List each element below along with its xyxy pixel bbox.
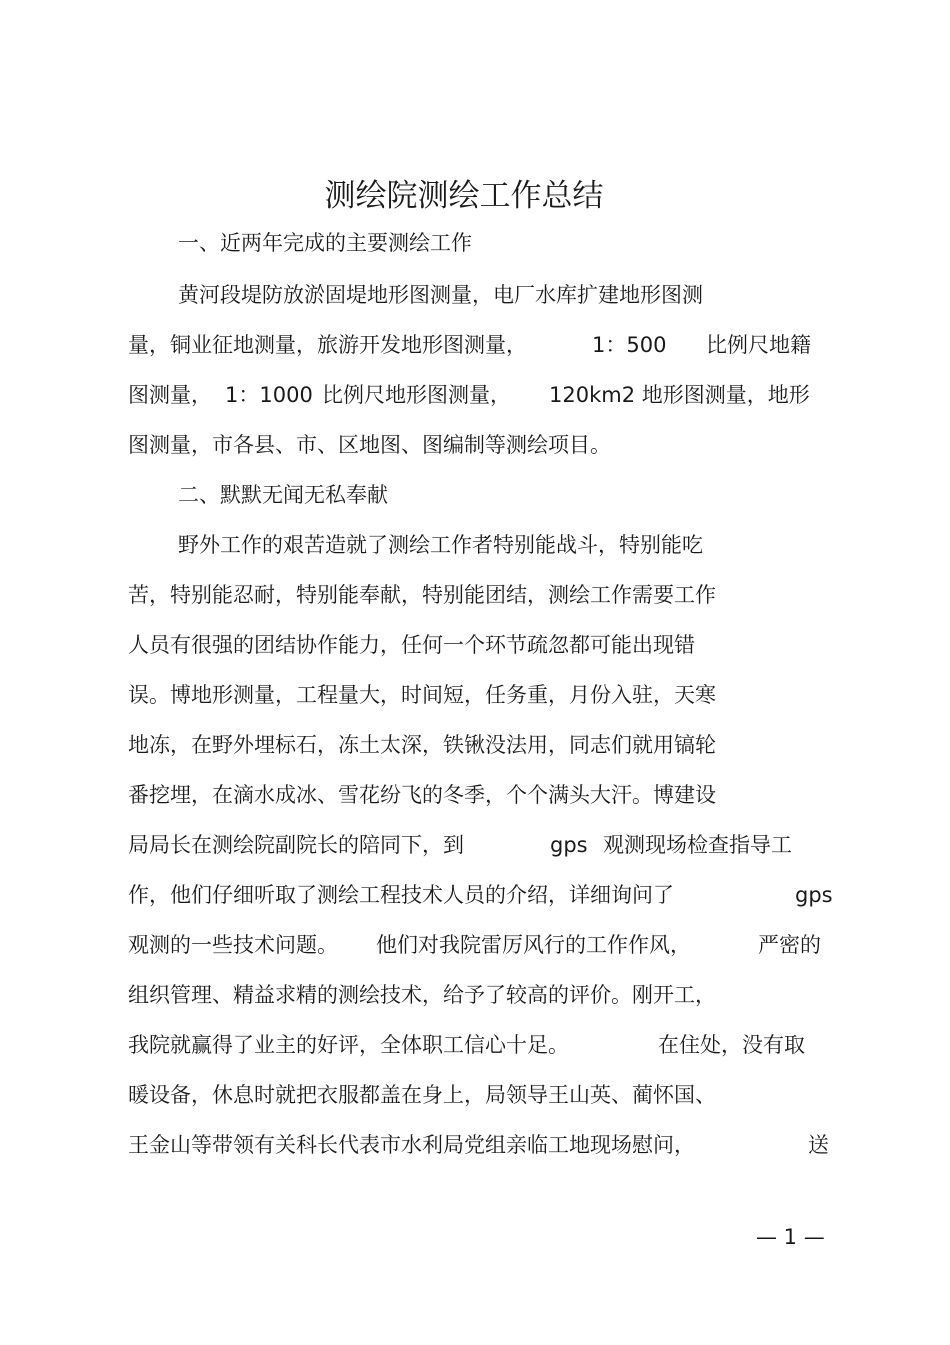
- paragraph-line: 误。博地形测量，工程量大，时间短，任务重，月份入驻，天寒: [128, 683, 716, 707]
- paragraph-line: [128, 330, 811, 360]
- text-segment: 送: [808, 1133, 829, 1157]
- paragraph-line: [128, 1130, 829, 1160]
- text-segment: 120km2 地形图测量，地形: [549, 383, 810, 407]
- text-segment: 我院就赢得了业主的好评，全体职工信心十足。: [128, 1033, 569, 1057]
- text-segment: 量，铜业征地测量，旅游开发地形图测量，: [128, 333, 527, 357]
- section-heading-2: 二、默默无闻无私奉献: [178, 483, 388, 507]
- paragraph-line: [128, 880, 833, 910]
- section-heading-1: 一、近两年完成的主要测绘工作: [178, 231, 472, 255]
- paragraph-line: 番挖埋，在滴水成冰、雪花纷飞的冬季，个个满头大汗。博建设: [128, 783, 716, 807]
- paragraph-line: [128, 380, 810, 410]
- paragraph-line: 苦，特别能忍耐，特别能奉献，特别能团结，测绘工作需要工作: [128, 583, 716, 607]
- text-segment: gps: [550, 833, 588, 857]
- text-segment: gps: [795, 883, 833, 907]
- text-segment: 他们对我院雷厉风行的工作作风，: [376, 933, 691, 957]
- text-segment: 观测现场检查指导工: [603, 833, 792, 857]
- paragraph-line: [128, 930, 821, 960]
- text-segment: 王金山等带领有关科长代表市水利局党组亲临工地现场慰问，: [128, 1133, 695, 1157]
- paragraph-line: 黄河段堤防放淤固堤地形图测量，电厂水库扩建地形图测: [178, 283, 703, 307]
- paragraph-line: 暖设备，休息时就把衣服都盖在身上，局领导王山英、蔺怀国、: [128, 1083, 716, 1107]
- text-segment: 1：1000: [225, 383, 313, 407]
- paragraph-line: 组织管理、精益求精的测绘技术，给予了较高的评价。刚开工，: [128, 983, 716, 1007]
- paragraph-line: 地冻，在野外埋标石，冻土太深，铁锹没法用，同志们就用镐轮: [128, 733, 716, 757]
- text-segment: 比例尺地籍: [706, 333, 811, 357]
- text-segment: 在住处，没有取: [658, 1033, 805, 1057]
- paragraph-line: 野外工作的艰苦造就了测绘工作者特别能战斗，特别能吃: [178, 533, 703, 557]
- text-segment: 1：500: [592, 333, 667, 357]
- paragraph-line: [128, 1030, 805, 1060]
- paragraph-line: [128, 830, 792, 860]
- text-segment: 观测的一些技术问题。: [128, 933, 338, 957]
- text-segment: 图测量，: [128, 383, 212, 407]
- text-segment: 比例尺地形图测量，: [322, 383, 511, 407]
- text-segment: 局局长在测绘院副院长的陪同下，到: [128, 833, 464, 857]
- document-title: 测绘院测绘工作总结: [324, 178, 604, 214]
- text-segment: 严密的: [758, 933, 821, 957]
- text-segment: 作，他们仔细听取了测绘工程技术人员的介绍，详细询问了: [128, 883, 674, 907]
- paragraph-line: 人员有很强的团结协作能力，任何一个环节疏忽都可能出现错: [128, 633, 695, 657]
- page-number: — 1 —: [756, 1225, 825, 1249]
- paragraph-line: 图测量，市各县、市、区地图、图编制等测绘项目。: [128, 433, 611, 457]
